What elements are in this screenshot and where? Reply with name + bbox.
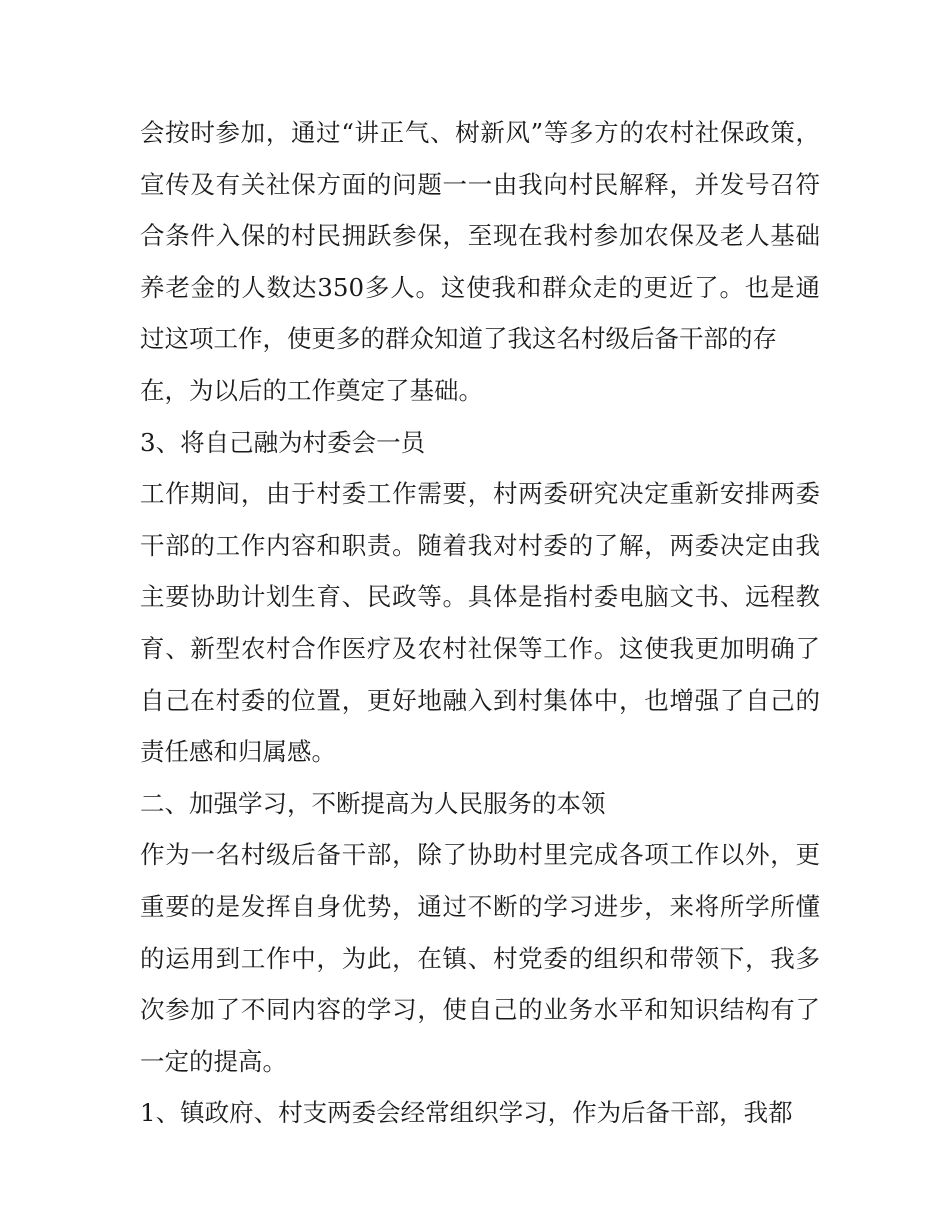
text-line: 一定的提高。: [140, 1046, 287, 1076]
text-line: 育、新型农村合作医疗及农村社保等工作。这使我更加明确了: [140, 633, 820, 663]
section-heading: 1、镇政府、村支两委会经常组织学习，作为后备干部，我都: [140, 1098, 793, 1128]
section-heading: 二、加强学习，不断提高为人民服务的本领: [140, 788, 606, 818]
text-line: 在，为以后的工作奠定了基础。: [140, 375, 483, 405]
text-line: 工作期间，由于村委工作需要，村两委研究决定重新安排两委: [140, 479, 820, 509]
section-heading: 3、将自己融为村委会一员: [140, 427, 426, 457]
document-body: [140, 107, 820, 1139]
text-line: 作为一名村级后备干部，除了协助村里完成各项工作以外，更: [140, 840, 820, 870]
text-line: 会按时参加，通过“讲正气、树新风”等多方的农村社保政策，: [140, 118, 820, 147]
text-line: 责任感和归属感。: [140, 737, 336, 767]
text-line: 主要协助计划生育、民政等。具体是指村委电脑文书、远程教: [140, 582, 820, 612]
text-line: 宣传及有关社保方面的问题一一由我向村民解释，并发号召符: [140, 169, 820, 199]
text-line: 自己在村委的位置，更好地融入到村集体中，也增强了自己的: [140, 685, 820, 715]
text-line: 合条件入保的村民拥跃参保，至现在我村参加农保及老人基础: [140, 221, 820, 251]
text-line: 养老金的人数达350多人。这使我和群众走的更近了。也是通: [140, 272, 820, 302]
text-line: 次参加了不同内容的学习，使自己的业务水平和知识结构有了: [140, 995, 820, 1025]
text-line: 的运用到工作中，为此，在镇、村党委的组织和带领下，我多: [140, 943, 820, 973]
text-line: 重要的是发挥自身优势，通过不断的学习进步，来将所学所懂: [140, 891, 820, 921]
text-line: 过这项工作，使更多的群众知道了我这名村级后备干部的存: [140, 324, 777, 354]
text-line: 干部的工作内容和职责。随着我对村委的了解，两委决定由我: [140, 530, 820, 560]
